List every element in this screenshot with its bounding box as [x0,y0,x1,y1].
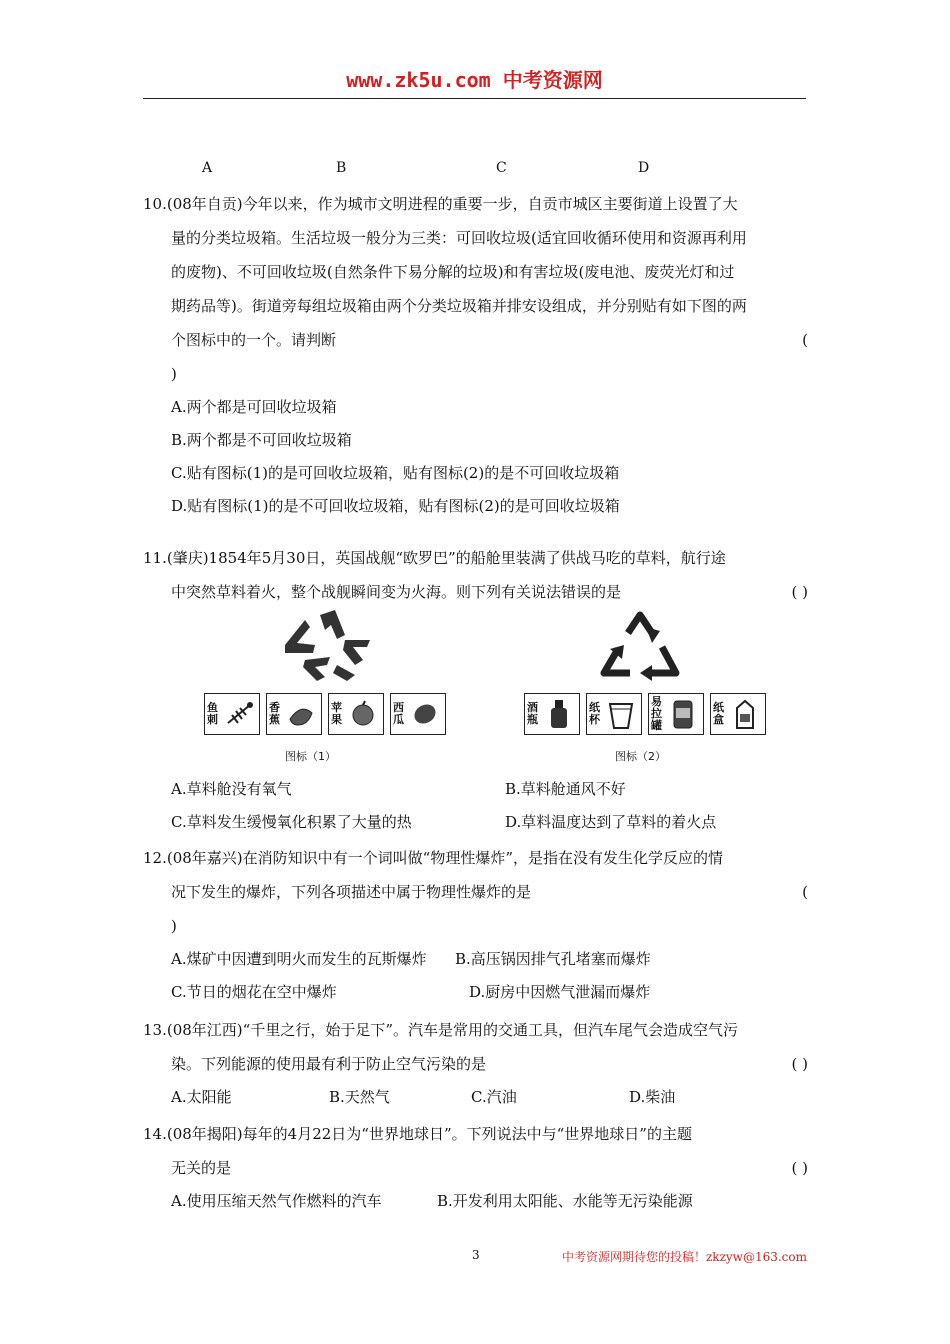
option-a: A.使用压缩天然气作燃料的汽车 [171,1192,382,1210]
question-11-options [143,773,808,839]
item-apple [328,693,384,735]
option-b: B.草料舱通风不好 [505,780,626,798]
question-13 [143,1013,808,1114]
options-row [143,773,808,806]
item-label: 纸杯 [589,701,600,726]
answer-paren: ( ) [791,583,808,601]
option-c: C.草料发生缓慢氧化积累了大量的热 [171,813,412,831]
answer-paren-close: ) [171,917,177,935]
option-c: C.节日的烟花在空中爆炸 [171,983,337,1001]
footer-note: 中考资源网期待您的投稿！zkzyw@163.com [561,1250,807,1264]
option-d: D.厨房中因燃气泄漏而爆炸 [469,983,651,1001]
question-text-line: 14.(08年揭阳)每年的4月22日为“世界地球日”。下列说法中与“世界地球日”的主题 [143,1125,692,1143]
item-can [648,693,704,735]
options-row [143,806,808,839]
recycling-icons-figure [200,605,760,770]
watermelon-rind-icon [407,699,443,729]
option-a: A.两个都是可回收垃圾箱 [171,398,337,416]
option-b: B.两个都是不可回收垃圾箱 [171,431,352,449]
site-title: www.zk5u.com 中考资源网 [346,68,603,92]
option-c: C.汽油 [471,1088,517,1106]
question-12 [143,841,808,1009]
question-text-line [143,1047,808,1081]
milk-carton-icon [727,698,763,730]
non-recyclable-arrows-icon [275,605,385,685]
bottle-icon [541,698,577,730]
question-text-line [143,323,808,357]
question-text-line: 12.(08年嘉兴)在消防知识中有一个词叫做“物理性爆炸”，是指在没有发生化学反应的情 [143,849,723,867]
item-label: 酒瓶 [527,701,538,726]
prev-option-c: C [496,160,507,176]
page-number: 3 [472,1248,480,1262]
apple-core-icon [345,699,381,729]
option-b: B.开发利用太阳能、水能等无污染能源 [437,1192,693,1210]
option-b: B.天然气 [329,1088,390,1106]
question-text-line: 量的分类垃圾箱。生活垃圾一般分为三类：可回收垃圾(适宜回收循环使用和资源再利用 [171,229,747,247]
question-text-fragment: 无关的是 [171,1159,232,1177]
can-icon [665,698,701,730]
question-text-line [143,1151,808,1185]
question-14 [143,1117,808,1218]
icon2-caption: 图标（2） [615,750,666,763]
question-text-fragment: 个图标中的一个。请判断 [171,331,337,349]
question-10 [143,187,808,523]
question-text-fragment: 中突然草料着火，整个战舰瞬间变为火海。则下列有关说法错误的是 [171,583,622,601]
banana-peel-icon [283,699,319,729]
item-banana [266,693,322,735]
question-11 [143,541,808,609]
option-a: A.太阳能 [171,1088,232,1106]
item-paper-cup [586,693,642,735]
item-wine-bottle [524,693,580,735]
option-d: D.柴油 [629,1088,676,1106]
prev-option-b: B [336,160,347,176]
icon2-item-row [524,693,766,735]
option-a: A.草料舱没有氧气 [171,780,292,798]
question-text-fragment: 染。下列能源的使用最有利于防止空气污染的是 [171,1055,487,1073]
question-text-fragment: 况下发生的爆炸，下列各项描述中属于物理性爆炸的是 [171,883,532,901]
item-fish-bone [204,693,260,735]
item-label: 鱼刺 [207,701,218,726]
prev-option-d: D [638,160,650,176]
paper-cup-icon [603,698,639,730]
question-text-line: 期药品等)。街道旁每组垃圾箱由两个分类垃圾箱并排安设组成，并分别贴有如下图的两 [171,297,747,315]
item-paper-box [710,693,766,735]
answer-paren-open: ( [802,883,808,901]
item-label: 易拉罐 [651,695,662,732]
fish-bone-icon [221,699,257,729]
question-text-line: 10.(08年自贡)今年以来，作为城市文明进程的重要一步，自贡市城区主要街道上设置了大 [143,195,738,213]
answer-paren-open: ( [802,331,808,349]
question-text-line: 13.(08年江西)“千里之行，始于足下”。汽车是常用的交通工具，但汽车尾气会造成空气污 [143,1021,738,1039]
options-row [143,1185,808,1218]
option-c: C.贴有图标(1)的是可回收垃圾箱，贴有图标(2)的是不可回收垃圾箱 [171,464,620,482]
prev-option-a: A [202,160,213,176]
question-text-line [143,875,808,909]
item-label: 苹果 [331,701,342,726]
answer-paren-close: ) [171,365,177,383]
item-watermelon [390,693,446,735]
question-text-line: 11.(肇庆)1854年5月30日，英国战舰“欧罗巴”的船舱里装满了供战马吃的草料，航行途 [143,549,726,567]
answer-paren: ( ) [791,1055,808,1073]
question-text-line [143,575,808,609]
item-label: 香蕉 [269,701,280,726]
answer-paren: ( ) [791,1159,808,1177]
previous-question-options [0,160,950,182]
options-row [143,1081,808,1114]
options-row [143,943,808,976]
icon1-caption: 图标（1） [285,750,336,763]
option-a: A.煤矿中因遭到明火而发生的瓦斯爆炸 [171,950,427,968]
icon1-item-row [204,693,446,735]
option-b: B.高压锅因排气孔堵塞而爆炸 [455,950,651,968]
options-row [143,976,808,1009]
question-text-line: 的废物)、不可回收垃圾(自然条件下易分解的垃圾)和有害垃圾(废电池、废荧光灯和过 [171,263,735,281]
recycle-icon [590,605,690,690]
item-label: 西瓜 [393,701,404,726]
item-label: 纸盒 [713,701,724,726]
option-d: D.草料温度达到了草料的着火点 [505,813,717,831]
option-d: D.贴有图标(1)的是不可回收垃圾箱，贴有图标(2)的是可回收垃圾箱 [171,497,620,515]
page-header [143,68,806,99]
